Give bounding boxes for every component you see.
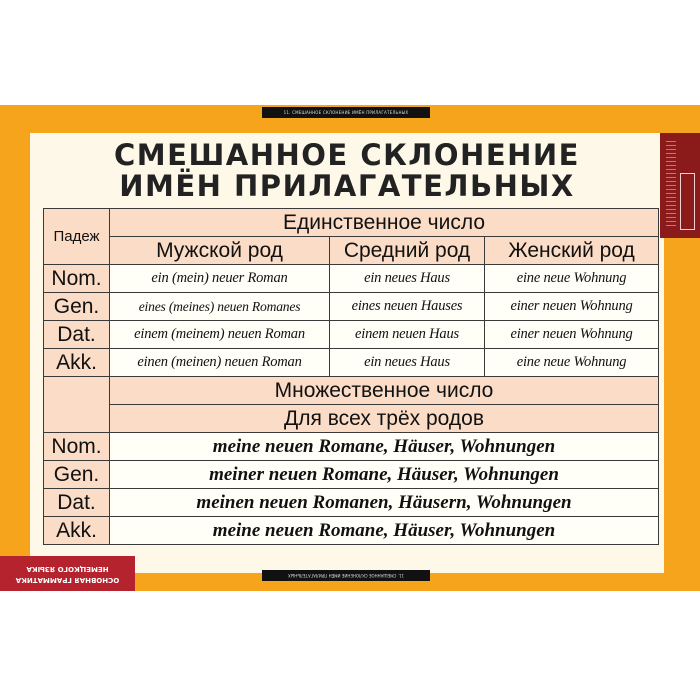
table-row [44,517,659,545]
title-line-1: СМЕШАННОЕ СКЛОНЕНИЕ [114,138,580,172]
table-cell: einer neuen Wohnung [485,321,659,349]
case-label: Nom. [44,265,110,293]
table-row [44,461,659,489]
gender-masculine-header: Мужской род [110,237,330,265]
case-label: Gen. [44,293,110,321]
table-row [44,489,659,517]
case-label: Akk. [44,517,110,545]
series-label-line-2: НЕМЕЦКОГО ЯЗЫКА [26,565,109,573]
table-cell: einer neuen Wohnung [485,293,659,321]
series-label [0,556,135,591]
table-row [44,321,659,349]
table-cell: meiner neuen Romane, Häuser, Wohnungen [110,461,659,489]
table-cell: ein neues Haus [330,349,485,377]
plural-subheader: Для всех трёх родов [110,405,659,433]
publisher-tab [660,133,700,238]
title-line-2: ИМЁН ПРИЛАГАТЕЛЬНЫХ [119,169,575,203]
table-cell: meine neuen Romane, Häuser, Wohnungen [110,517,659,545]
case-label: Gen. [44,461,110,489]
table-cell: eine neue Wohnung [485,265,659,293]
table-row [44,237,659,265]
table-row [44,265,659,293]
table-cell: einem neuen Haus [330,321,485,349]
table-row [44,209,659,237]
table-cell: einen (meinen) neuen Roman [110,349,330,377]
gender-feminine-header: Женский род [485,237,659,265]
gender-neuter-header: Средний род [330,237,485,265]
table-cell: meine neuen Romane, Häuser, Wohnungen [110,433,659,461]
table-cell: einem (meinem) neuen Roman [110,321,330,349]
table-cell: ein (mein) neuer Roman [110,265,330,293]
declension-table [43,208,659,545]
case-column-header: Падеж [44,209,110,265]
page-title [30,140,664,202]
case-label: Nom. [44,433,110,461]
bottom-caption-strip: 11. СМЕШАННОЕ СКЛОНЕНИЕ ИМЁН ПРИЛАГАТЕЛЬНЫХ [262,570,430,581]
table-cell: eines neuen Hauses [330,293,485,321]
top-caption-strip: 11. СМЕШАННОЕ СКЛОНЕНИЕ ИМЁН ПРИЛАГАТЕЛЬНЫХ [262,107,430,118]
table-cell: ein neues Haus [330,265,485,293]
publisher-fine-print [666,141,676,229]
case-label: Dat. [44,489,110,517]
plural-header: Множественное число [110,377,659,405]
table-row [44,377,659,405]
table-row [44,433,659,461]
singular-header: Единственное число [110,209,659,237]
table-row [44,349,659,377]
case-label: Akk. [44,349,110,377]
blank-cell [44,377,110,433]
case-label: Dat. [44,321,110,349]
table-cell: eine neue Wohnung [485,349,659,377]
series-label-line-1: ОСНОВНАЯ ГРАММАТИКА [15,576,120,584]
publisher-logo-icon [680,173,695,230]
table-cell: eines (meines) neuen Romanes [110,293,330,321]
table-cell: meinen neuen Romanen, Häusern, Wohnungen [110,489,659,517]
table-row [44,293,659,321]
table-row [44,405,659,433]
